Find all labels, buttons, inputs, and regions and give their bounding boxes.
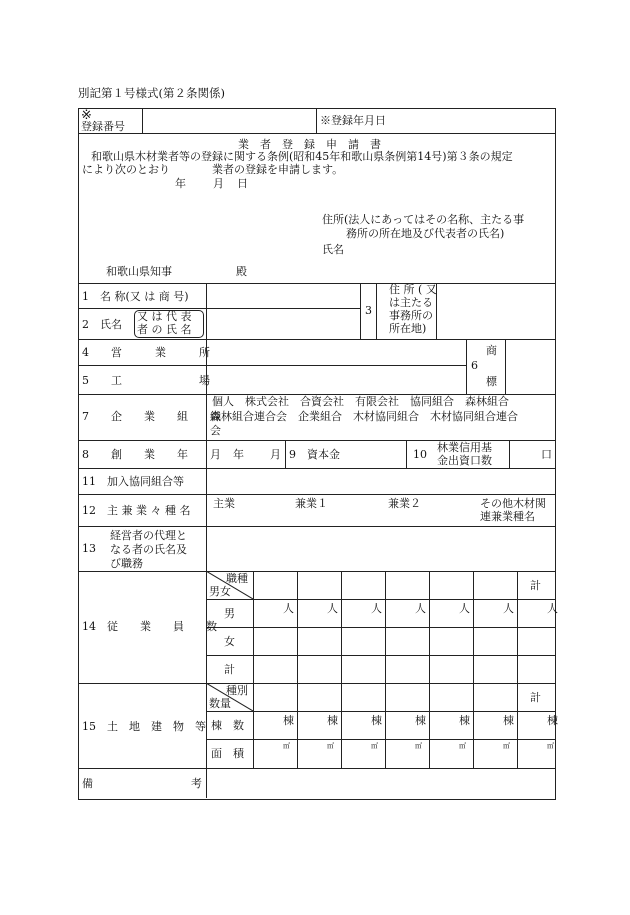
male-count-unit-6: 人 — [503, 602, 514, 615]
office-field[interactable] — [208, 341, 464, 363]
fund-units-unit: 口 — [541, 448, 552, 461]
cooperative-field[interactable] — [208, 470, 553, 492]
business-name-field[interactable] — [208, 285, 358, 306]
grid-h599 — [206, 599, 555, 600]
building-count-unit-5: 棟 — [459, 714, 470, 727]
row14-employees-label: 14 従 業 員 数 — [82, 620, 217, 633]
mark-symbol: ※ — [81, 108, 92, 123]
date-month: 月 — [213, 177, 224, 190]
row2-bracket-line1: 又 は 代 表 — [137, 310, 192, 323]
row14-header-gender: 男女 — [209, 585, 231, 598]
male-count-unit-4: 人 — [415, 602, 426, 615]
grid-h711 — [206, 711, 555, 712]
factory-field[interactable] — [208, 367, 464, 392]
applicant-name-label: 氏名 — [322, 243, 344, 256]
row3-address-label-line4: 所在地) — [389, 322, 427, 335]
building-count-unit-6: 棟 — [503, 714, 514, 727]
rule-top — [79, 133, 555, 134]
rule-h571 — [79, 571, 555, 572]
area-unit-3: ㎡ — [371, 742, 378, 750]
grid-h683 — [79, 683, 555, 684]
registration-number-field[interactable] — [144, 110, 314, 131]
row14-total-header: 計 — [530, 579, 541, 592]
representative-name-field[interactable] — [208, 310, 358, 337]
row3-address-label-line3: 事務所の — [389, 309, 433, 322]
row15-count-label: 棟 数 — [211, 719, 244, 732]
row15-header-quantity: 数量 — [209, 697, 231, 710]
male-count-unit-5: 人 — [459, 602, 470, 615]
building-count-unit-3: 棟 — [371, 714, 382, 727]
application-body-line2-b: 業者の登録を申請します。 — [212, 163, 344, 176]
rule-h468 — [79, 468, 555, 469]
founded-year-unit: 年 — [233, 448, 244, 461]
row3-number: 3 — [365, 304, 372, 317]
rule-label-column — [206, 283, 207, 798]
row13-number: 13 — [82, 542, 96, 555]
date-year: 年 — [175, 177, 186, 190]
side-business2-label: 兼業２ — [388, 497, 421, 510]
row2-bracket-line2: 者 の 氏 名 — [137, 323, 192, 336]
area-unit-5: ㎡ — [459, 742, 466, 750]
address-field[interactable] — [438, 285, 553, 337]
row7-organization-label: 7 企 業 組 織 — [82, 410, 221, 423]
rule-v505 — [505, 339, 506, 394]
rule-top-v1 — [142, 108, 143, 133]
rule-h308 — [79, 308, 360, 309]
row14-sum-label: 計 — [224, 663, 235, 676]
rule-h365 — [79, 365, 467, 366]
row9-capital-label: 9 資本金 — [289, 448, 340, 461]
row5-factory-label: 5 工 場 — [82, 374, 210, 387]
row4-office-label: 4 営 業 所 — [82, 346, 210, 359]
founded-month-unit: 月 — [270, 448, 281, 461]
building-count-unit-1: 棟 — [283, 714, 294, 727]
capital-field[interactable] — [345, 442, 404, 466]
area-unit-7: ㎡ — [547, 742, 554, 750]
grid-h655 — [206, 655, 555, 656]
date-day: 日 — [237, 177, 248, 190]
row15-total-header: 計 — [530, 691, 541, 704]
governor-honorific: 殿 — [236, 265, 247, 278]
building-count-unit-7: 棟 — [547, 714, 558, 727]
row8-founded-label: 8 創 業 年 月 — [82, 448, 221, 461]
registration-date-field[interactable] — [410, 110, 550, 131]
area-unit-1: ㎡ — [283, 742, 290, 750]
rule-v376 — [376, 283, 377, 339]
applicant-address-label-line1: 住所(法人にあってはその名称、主たる事 — [322, 213, 525, 226]
form-title: 業 者 登 録 申 請 書 — [238, 138, 381, 151]
rule-h494 — [79, 494, 555, 495]
organization-options-line1[interactable]: 個人 株式会社 合資会社 有限会社 協同組合 森林組合 — [212, 395, 509, 408]
row2-name-label: 2 氏名 — [82, 318, 122, 331]
row1-name-label: 1 名 称(又 は 商 号) — [82, 290, 189, 303]
grid-h739 — [206, 739, 555, 740]
registration-date-label: ※登録年月日 — [320, 114, 386, 127]
application-body-line2-a: により次のとおり — [82, 163, 170, 176]
application-body-line1: 和歌山県木材業者等の登録に関する条例(昭和45年和歌山県条例第14号)第３条の規定 — [91, 150, 513, 163]
building-count-unit-4: 棟 — [415, 714, 426, 727]
row10-fund-label-line1: 林業信用基 — [437, 441, 492, 454]
row14-male-label: 男 — [224, 607, 235, 620]
remarks-label-right: 考 — [191, 777, 202, 790]
remarks-field[interactable] — [208, 770, 553, 796]
grid-h627 — [206, 627, 555, 628]
rule-v406 — [406, 440, 407, 468]
row10-number: 10 — [413, 448, 427, 461]
male-count-unit-1: 人 — [283, 602, 294, 615]
grid-h768 — [79, 768, 555, 769]
area-unit-2: ㎡ — [327, 742, 334, 750]
remarks-label-left: 備 — [82, 777, 93, 790]
row6-trademark-label-top: 商 — [486, 344, 497, 357]
row15-land-buildings-label: 15 土 地 建 物 等 — [82, 720, 206, 733]
row13-agent-label-line2: なる者の氏名及 — [110, 543, 187, 556]
building-count-unit-2: 棟 — [327, 714, 338, 727]
rule-v466 — [466, 339, 467, 394]
rule-h526 — [79, 526, 555, 527]
row3-address-label-line1: 住 所 ( 又 — [389, 283, 437, 296]
row15-header-kind: 種別 — [226, 684, 248, 697]
other-business-label-line1: その他木材関 — [480, 497, 546, 510]
rule-v285 — [285, 440, 286, 468]
rule-top-v2 — [316, 108, 317, 133]
row3-address-label-line2: は主たる — [389, 296, 433, 309]
row6-number: 6 — [471, 359, 478, 372]
applicant-address-label-line2: 務所の所在地及び代表者の氏名) — [346, 227, 505, 240]
rule-v509 — [509, 440, 510, 468]
trademark-field[interactable] — [507, 341, 553, 392]
governor-addressee: 和歌山県知事 — [106, 265, 172, 278]
main-business-label: 主業 — [213, 497, 235, 510]
male-count-unit-2: 人 — [327, 602, 338, 615]
row11-cooperative-label: 11 加入協同組合等 — [82, 475, 184, 488]
area-unit-6: ㎡ — [503, 742, 510, 750]
row14-female-label: 女 — [224, 635, 235, 648]
agent-field[interactable] — [208, 528, 553, 569]
form-caption: 別記第１号様式(第２条関係) — [78, 86, 225, 100]
male-count-unit-7: 人 — [547, 602, 558, 615]
other-business-label-line2: 連兼業種名 — [480, 510, 535, 523]
rule-h339 — [79, 339, 555, 340]
organization-options-line3[interactable]: 会 — [210, 424, 221, 437]
row13-agent-label-line3: び職務 — [110, 557, 143, 570]
rule-v360 — [360, 283, 361, 339]
row15-area-label: 面 積 — [211, 747, 244, 760]
rule-h283 — [79, 283, 555, 284]
side-business1-label: 兼業１ — [295, 497, 328, 510]
row12-business-types-label: 12 主 兼 業 々 種 名 — [82, 504, 191, 517]
registration-number-label: 登録番号 — [81, 120, 125, 133]
row10-fund-label-line2: 金出資口数 — [437, 454, 492, 467]
male-count-unit-3: 人 — [371, 602, 382, 615]
row13-agent-label-line1: 経営者の代理と — [110, 529, 187, 542]
row6-trademark-label-bottom: 標 — [486, 375, 497, 388]
organization-options-line2[interactable]: 森林組合連合会 企業組合 木材協同組合 木材協同組合連合 — [210, 410, 518, 423]
area-unit-4: ㎡ — [415, 742, 422, 750]
row14-header-job-type: 職種 — [226, 572, 248, 585]
